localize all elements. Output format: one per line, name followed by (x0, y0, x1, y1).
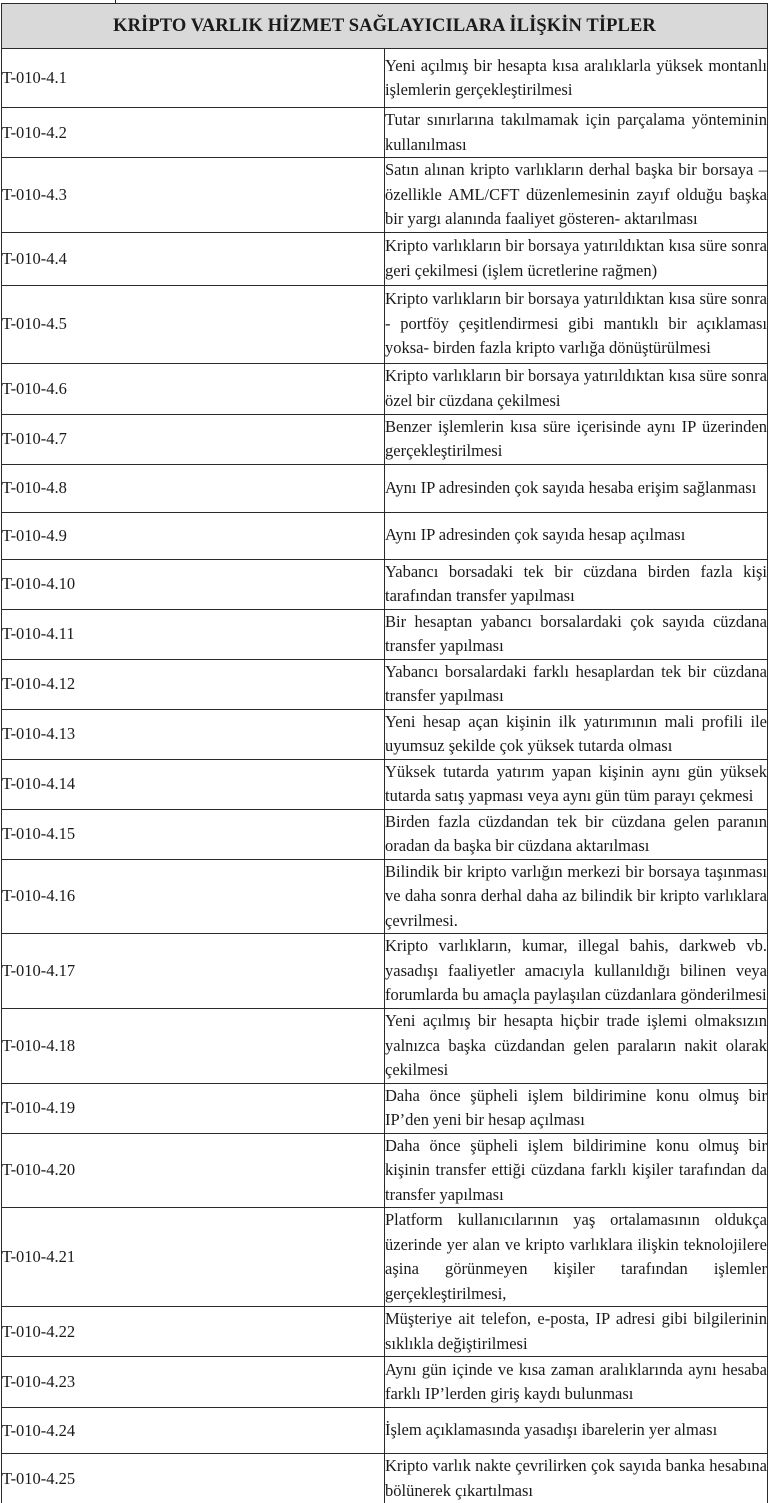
typology-description: Yeni açılmış bir hesapta kısa aralıklarla yüksek montanlı işlemlerin gerçekleştirilmesi (385, 49, 768, 108)
table-row (2, 363, 768, 414)
table-row (2, 1454, 768, 1503)
table-row (2, 1408, 768, 1454)
typology-description: Yeni hesap açan kişinin ilk yatırımının mali profili ile uyumsuz şekilde çok yüksek tutarda olması (385, 709, 768, 759)
typology-code: T-010-4.2 (2, 108, 385, 158)
typology-description: Satın alınan kripto varlıkların derhal başka bir borsaya –özellikle AML/CFT düzenlemesinin zayıf olduğu başka bir yargı alanında faaliyet gösteren- aktarılması (385, 158, 768, 233)
typology-description: Bir hesaptan yabancı borsalardaki çok sayıda cüzdana transfer yapılması (385, 609, 768, 659)
typology-description: Yeni açılmış bir hesapta hiçbir trade işlemi olmaksızın yalnızca başka cüzdandan gelen paraların nakit olarak çekilmesi (385, 1009, 768, 1084)
typology-description: Daha önce şüpheli işlem bildirimine konu olmuş bir IP’den yeni bir hesap açılması (385, 1083, 768, 1133)
typology-description: Yabancı borsadaki tek bir cüzdana birden fazla kişi tarafından transfer yapılması (385, 559, 768, 609)
table-row (2, 512, 768, 559)
typology-code: T-010-4.14 (2, 759, 385, 809)
table-row (2, 414, 768, 464)
typology-description: Kripto varlıkların, kumar, illegal bahis, darkweb vb. yasadışı faaliyetler amacıyla kullanıldığı bilinen veya forumlarda bu amaçla paylaşılan cüzdanlara gönderilmesi (385, 934, 768, 1009)
typology-description: Aynı IP adresinden çok sayıda hesaba erişim sağlanması (385, 464, 768, 512)
table-row (2, 934, 768, 1009)
typology-code: T-010-4.17 (2, 934, 385, 1009)
typology-code: T-010-4.18 (2, 1009, 385, 1084)
typology-code: T-010-4.16 (2, 859, 385, 934)
typology-description: Platform kullanıcılarının yaş ortalamasının oldukça üzerinde yer alan ve kripto varlıklara ilişkin teknolojilere aşina görünmeyen kişiler tarafından işlemler gerçekleştirilmesi, (385, 1208, 768, 1307)
typology-code: T-010-4.23 (2, 1357, 385, 1408)
typology-code: T-010-4.24 (2, 1408, 385, 1454)
table-row (2, 158, 768, 233)
typology-description: Kripto varlıkların bir borsaya yatırıldıktan kısa süre sonra özel bir cüzdana çekilmesi (385, 363, 768, 414)
typology-description: Yüksek tutarda yatırım yapan kişinin aynı gün yüksek tutarda satış yapması veya aynı gün tüm parayı çekmesi (385, 759, 768, 809)
typology-code: T-010-4.10 (2, 559, 385, 609)
table-row (2, 1307, 768, 1357)
table-row (2, 659, 768, 709)
typology-code: T-010-4.13 (2, 709, 385, 759)
typology-description: Aynı gün içinde ve kısa zaman aralıklarında aynı hesaba farklı IP’lerden giriş kaydı bulunması (385, 1357, 768, 1408)
typology-description: Benzer işlemlerin kısa süre içerisinde aynı IP üzerinden gerçekleştirilmesi (385, 414, 768, 464)
table-title: KRİPTO VARLIK HİZMET SAĞLAYICILARA İLİŞKİN TİPLER (2, 4, 768, 49)
typology-code: T-010-4.4 (2, 232, 385, 285)
typology-table (1, 3, 768, 1503)
table-title-row (2, 4, 768, 49)
typology-code: T-010-4.3 (2, 158, 385, 233)
typology-description: Tutar sınırlarına takılmamak için parçalama yönteminin kullanılması (385, 108, 768, 158)
typology-description: Birden fazla cüzdandan tek bir cüzdana gelen paranın oradan da başka bir cüzdana aktarılması (385, 809, 768, 859)
typology-code: T-010-4.9 (2, 512, 385, 559)
table-row (2, 709, 768, 759)
table-row (2, 49, 768, 108)
typology-code: T-010-4.11 (2, 609, 385, 659)
typology-description: Müşteriye ait telefon, e-posta, IP adresi gibi bilgilerinin sıklıkla değiştirilmesi (385, 1307, 768, 1357)
table-row (2, 559, 768, 609)
typology-code: T-010-4.21 (2, 1208, 385, 1307)
typology-description: Kripto varlık nakte çevrilirken çok sayıda banka hesabına bölünerek çıkartılması (385, 1454, 768, 1503)
table-row (2, 609, 768, 659)
typology-description: Aynı IP adresinden çok sayıda hesap açılması (385, 512, 768, 559)
table-row (2, 809, 768, 859)
table-row (2, 1208, 768, 1307)
table-row (2, 1009, 768, 1084)
table-row (2, 1083, 768, 1133)
table-row (2, 464, 768, 512)
typology-code: T-010-4.8 (2, 464, 385, 512)
typology-code: T-010-4.19 (2, 1083, 385, 1133)
typology-code: T-010-4.12 (2, 659, 385, 709)
table-row (2, 759, 768, 809)
typology-code: T-010-4.6 (2, 363, 385, 414)
typology-code: T-010-4.7 (2, 414, 385, 464)
table-row (2, 232, 768, 285)
table-row (2, 108, 768, 158)
typology-code: T-010-4.5 (2, 285, 385, 363)
typology-description: Yabancı borsalardaki farklı hesaplardan tek bir cüzdana transfer yapılması (385, 659, 768, 709)
typology-code: T-010-4.15 (2, 809, 385, 859)
typology-description: İşlem açıklamasında yasadışı ibarelerin yer alması (385, 1408, 768, 1454)
typology-code: T-010-4.1 (2, 49, 385, 108)
typology-description: Kripto varlıkların bir borsaya yatırıldıktan kısa süre sonra geri çekilmesi (işlem ücretlerine rağmen) (385, 232, 768, 285)
typology-description: Daha önce şüpheli işlem bildirimine konu olmuş bir kişinin transfer ettiği cüzdana farklı kişiler tarafından da transfer yapılması (385, 1133, 768, 1208)
table-row (2, 1133, 768, 1208)
typology-description: Kripto varlıkların bir borsaya yatırıldıktan kısa süre sonra - portföy çeşitlendirmesi gibi mantıklı bir açıklaması yoksa- birden fazla kripto varlığa dönüştürülmesi (385, 285, 768, 363)
table-row (2, 859, 768, 934)
typology-description: Bilindik bir kripto varlığın merkezi bir borsaya taşınması ve daha sonra derhal daha az bilindik bir kripto varlıklara çevrilmesi. (385, 859, 768, 934)
typology-code: T-010-4.25 (2, 1454, 385, 1503)
table-body (2, 49, 768, 1503)
table-row (2, 1357, 768, 1408)
typology-code: T-010-4.22 (2, 1307, 385, 1357)
table-row (2, 285, 768, 363)
typology-code: T-010-4.20 (2, 1133, 385, 1208)
